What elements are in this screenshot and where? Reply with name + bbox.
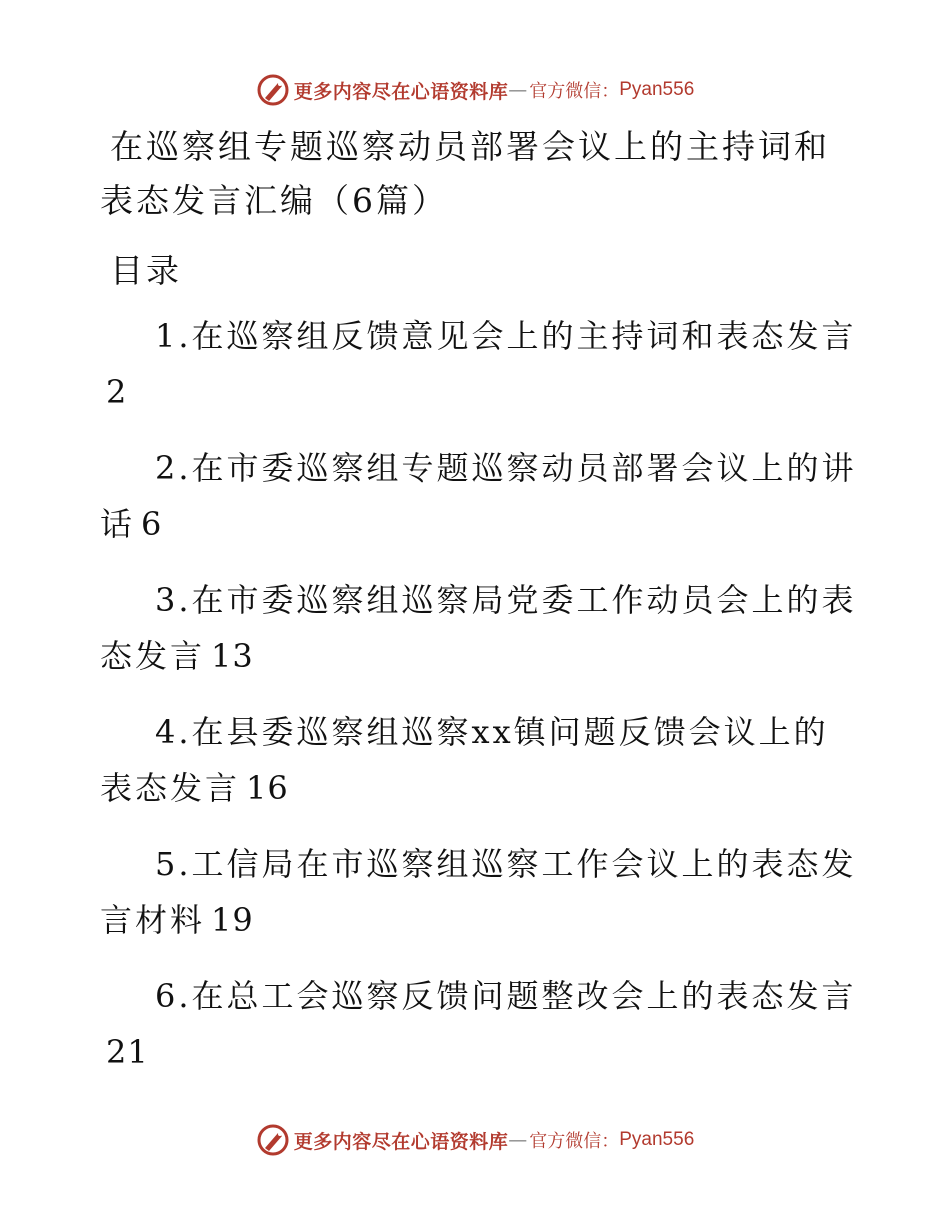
toc-heading: 目录 — [110, 251, 182, 290]
document-body — [100, 120, 860, 1100]
toc-item-page: 21 — [106, 1033, 149, 1071]
toc-item-text: 2.在市委巡察组专题巡察动员部署会议上的讲话 — [100, 449, 857, 543]
toc-item-text: 3.在市委巡察组巡察局党委工作动员会上的表态发言 — [100, 581, 857, 675]
toc-item[interactable] — [100, 440, 860, 552]
toc-item-text: 4.在县委巡察组巡察xx镇问题反馈会议上的表态发言 — [100, 713, 829, 807]
banner-wechat-id: Pyan556 — [619, 1129, 695, 1150]
toc-item-page: 13 — [211, 637, 254, 675]
banner-separator: — — [508, 1129, 528, 1151]
toc-item-text: 6.在总工会巡察反馈问题整改会上的表态发言 — [155, 977, 857, 1015]
banner-label: 官方微信： — [529, 1131, 620, 1152]
toc-item[interactable] — [100, 704, 860, 816]
banner-main-text: 更多内容尽在心语资料库 — [293, 1130, 509, 1153]
banner-wechat-id: Pyan556 — [619, 79, 695, 100]
toc-item[interactable] — [100, 968, 860, 1080]
toc-item-page: 16 — [246, 769, 289, 807]
toc-item[interactable] — [100, 308, 860, 420]
toc-item-text: 5.工信局在市巡察组巡察工作会议上的表态发言材料 — [100, 845, 857, 939]
banner-label: 官方微信： — [529, 81, 620, 102]
toc-item-text: 1.在巡察组反馈意见会上的主持词和表态发言 — [155, 317, 857, 355]
document-title: 在巡察组专题巡察动员部署会议上的主持词和表态发言汇编（6篇） — [100, 127, 830, 220]
banner-separator: — — [508, 79, 528, 101]
footer-banner — [0, 1120, 950, 1160]
toc-item[interactable] — [100, 572, 860, 684]
toc-item-page: 2 — [106, 373, 128, 411]
toc-item[interactable] — [100, 836, 860, 948]
header-banner — [0, 70, 950, 110]
toc-item-page: 19 — [211, 901, 254, 939]
banner-main-text: 更多内容尽在心语资料库 — [293, 80, 509, 103]
pen-logo-icon — [256, 1123, 290, 1157]
pen-logo-icon — [256, 73, 290, 107]
toc-item-page: 6 — [141, 505, 163, 543]
table-of-contents — [100, 308, 860, 1080]
